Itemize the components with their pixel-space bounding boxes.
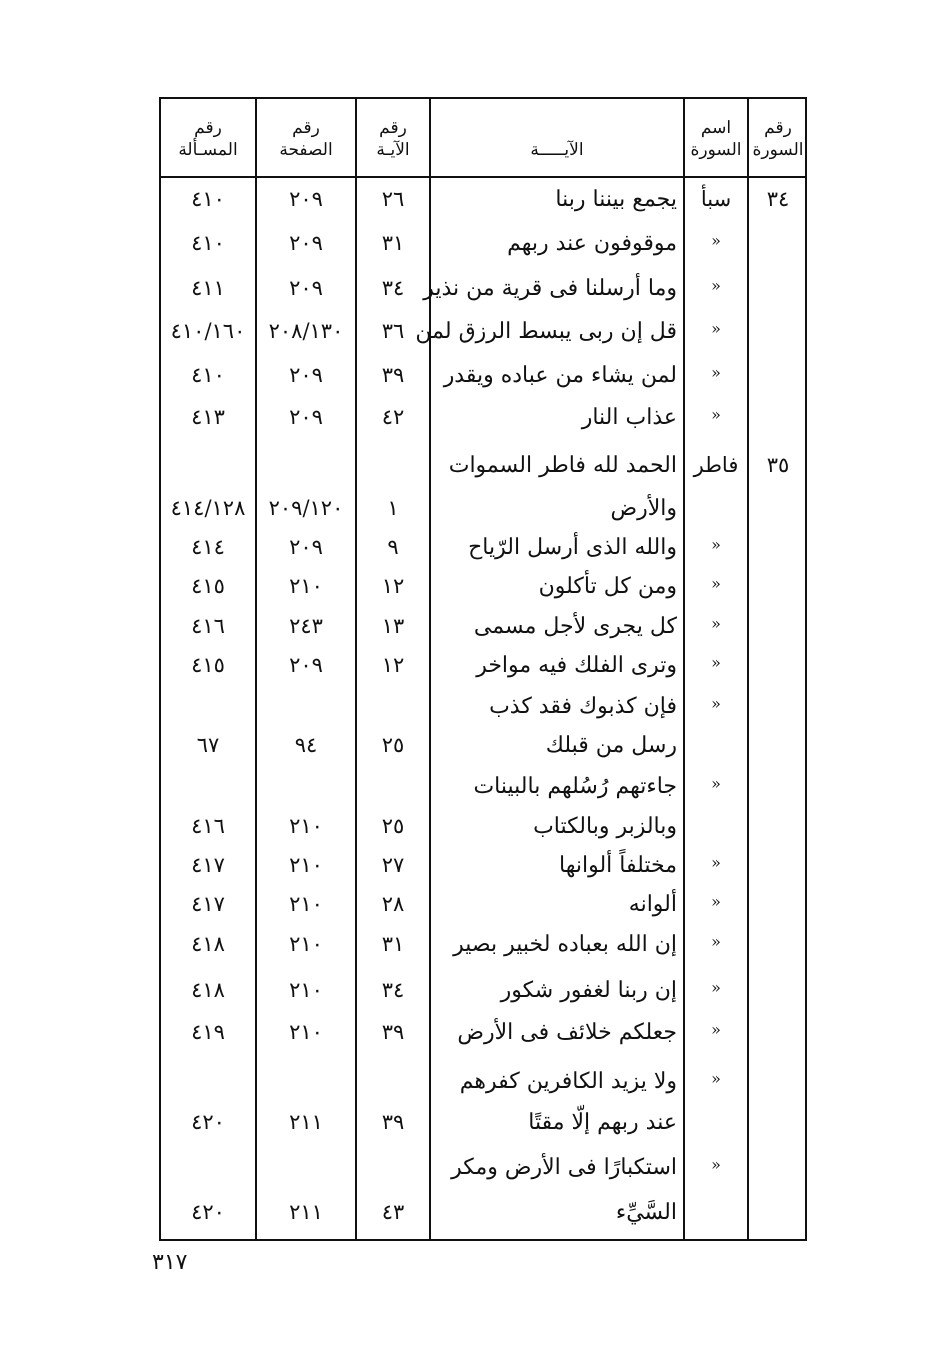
cell-verse-no: ٣٦ bbox=[381, 319, 405, 343]
cell-verse: ألوانه bbox=[628, 892, 677, 917]
cell-verse-no: ١ bbox=[387, 496, 399, 520]
cell-issue-no: ٤١٣ bbox=[191, 405, 225, 429]
cell-surah-name: » bbox=[711, 694, 721, 713]
cell-page-no: ٢٠٩ bbox=[289, 231, 323, 255]
cell-surah-name: » bbox=[711, 932, 721, 951]
cell-surah-no: ٣٤ bbox=[766, 187, 790, 211]
cell-verse: وما أرسلنا فى قرية من نذير bbox=[423, 276, 677, 301]
cell-verse: إن ربنا لغفور شكور bbox=[500, 978, 677, 1003]
cell-issue-no: ٤١٧ bbox=[191, 853, 225, 877]
cell-issue-no: ٤١٠ bbox=[191, 231, 225, 255]
cell-issue-no: ٤٢٠ bbox=[191, 1200, 225, 1224]
cell-surah-name: » bbox=[711, 574, 721, 593]
cell-issue-no: ٤١٥ bbox=[191, 653, 225, 677]
cell-verse-no: ٣٤ bbox=[381, 276, 405, 300]
cell-surah-name: » bbox=[711, 853, 721, 872]
cell-verse-no: ٤٣ bbox=[381, 1200, 405, 1224]
cell-issue-no: ٤١٤ bbox=[191, 535, 225, 559]
cell-surah-name: » bbox=[711, 653, 721, 672]
cell-page-no: ٩٤ bbox=[294, 733, 318, 757]
cell-verse: كل يجرى لأجل مسمى bbox=[473, 614, 677, 639]
cell-verse-no: ٣٤ bbox=[381, 978, 405, 1002]
cell-surah-name: » bbox=[711, 535, 721, 554]
cell-page-no: ٢٠٩ bbox=[289, 187, 323, 211]
cell-verse-no: ٢٥ bbox=[381, 733, 405, 757]
cell-page-no: ٢١٠ bbox=[289, 814, 323, 838]
cell-verse-no: ٣١ bbox=[381, 231, 405, 255]
header-verse: الآيـــــة bbox=[530, 140, 584, 160]
header-surah-name: اسم السورة bbox=[690, 118, 742, 160]
cell-issue-no: ٤١٩ bbox=[191, 1020, 225, 1044]
header-issue-no: رقم المسـألة bbox=[178, 118, 238, 160]
cell-page-no: ٢١١ bbox=[289, 1110, 323, 1134]
cell-verse: يجمع بيننا ربنا bbox=[555, 187, 677, 212]
cell-issue-no: ٤١٠ bbox=[191, 187, 225, 211]
column-divider bbox=[747, 99, 749, 1239]
cell-verse: جعلكم خلائف فى الأرض bbox=[457, 1020, 677, 1045]
cell-verse-no: ٣٩ bbox=[381, 1020, 405, 1044]
cell-verse: وبالزبر وبالكتاب bbox=[533, 814, 677, 839]
cell-issue-no: ٤١٨ bbox=[191, 932, 225, 956]
cell-verse-no: ٢٧ bbox=[381, 853, 405, 877]
cell-verse: والأرض bbox=[610, 496, 677, 521]
cell-issue-no: ٤١١ bbox=[191, 276, 225, 300]
cell-verse-no: ١٣ bbox=[381, 614, 405, 638]
cell-page-no: ٢٠٩ bbox=[289, 405, 323, 429]
cell-verse: ومن كل تأكلون bbox=[538, 574, 677, 599]
cell-verse: عذاب النار bbox=[581, 405, 677, 430]
cell-issue-no: ٤١٠/١٦٠ bbox=[170, 319, 246, 343]
cell-verse-no: ١٢ bbox=[381, 574, 405, 598]
cell-page-no: ٢١٠ bbox=[289, 892, 323, 916]
cell-page-no: ٢٠٩ bbox=[289, 276, 323, 300]
header-divider bbox=[161, 176, 805, 178]
cell-verse-no: ١٢ bbox=[381, 653, 405, 677]
cell-verse: رسل من قبلك bbox=[545, 733, 677, 758]
cell-page-no: ٢١٠ bbox=[289, 978, 323, 1002]
cell-verse: ولا يزيد الكافرين كفرهم bbox=[459, 1069, 677, 1094]
cell-surah-name: » bbox=[711, 978, 721, 997]
cell-issue-no: ٤١٤/١٢٨ bbox=[170, 496, 246, 520]
header-verse-no: رقم الآيـة bbox=[376, 118, 410, 160]
cell-page-no: ٢٠٩/١٢٠ bbox=[268, 496, 344, 520]
cell-verse: موقوفون عند ربهم bbox=[507, 231, 677, 256]
cell-surah-name: » bbox=[711, 774, 721, 793]
cell-surah-name: » bbox=[711, 276, 721, 295]
cell-issue-no: ٤١٨ bbox=[191, 978, 225, 1002]
header-surah-no: رقم السورة bbox=[752, 118, 804, 160]
cell-verse-no: ٩ bbox=[387, 535, 399, 559]
cell-surah-name: » bbox=[711, 1155, 721, 1174]
cell-surah-name: فاطر bbox=[693, 453, 739, 477]
cell-surah-name: » bbox=[711, 231, 721, 250]
cell-verse-no: ٣٩ bbox=[381, 363, 405, 387]
cell-surah-name: سبأ bbox=[700, 187, 732, 211]
cell-verse: وترى الفلك فيه مواخر bbox=[476, 653, 677, 678]
cell-verse: فإن كذبوك فقد كذب bbox=[489, 694, 677, 719]
cell-issue-no: ٤١٦ bbox=[191, 814, 225, 838]
cell-verse: قل إن ربى يبسط الرزق لمن bbox=[415, 319, 677, 344]
cell-page-no: ٢٤٣ bbox=[289, 614, 323, 638]
cell-page-no: ٢١٠ bbox=[289, 932, 323, 956]
cell-surah-name: » bbox=[711, 363, 721, 382]
cell-surah-name: » bbox=[711, 892, 721, 911]
cell-verse-no: ٢٥ bbox=[381, 814, 405, 838]
cell-verse-no: ٣٩ bbox=[381, 1110, 405, 1134]
header-page-no: رقم الصفحة bbox=[279, 118, 333, 160]
cell-surah-no: ٣٥ bbox=[766, 453, 790, 477]
cell-verse-no: ٤٢ bbox=[381, 405, 405, 429]
page-number: ٣١٧ bbox=[152, 1250, 188, 1275]
cell-verse: جاءتهم رُسُلهم بالبينات bbox=[473, 774, 677, 799]
cell-issue-no: ٤١٠ bbox=[191, 363, 225, 387]
cell-page-no: ٢٠٨/١٣٠ bbox=[268, 319, 344, 343]
cell-page-no: ٢١٠ bbox=[289, 1020, 323, 1044]
cell-verse: إن الله بعباده لخبير بصير bbox=[453, 932, 677, 957]
cell-issue-no: ٤٢٠ bbox=[191, 1110, 225, 1134]
cell-issue-no: ٤١٦ bbox=[191, 614, 225, 638]
cell-verse: والله الذى أرسل الرّياح bbox=[468, 535, 677, 560]
cell-surah-name: » bbox=[711, 1069, 721, 1088]
cell-page-no: ٢٠٩ bbox=[289, 653, 323, 677]
cell-surah-name: » bbox=[711, 1020, 721, 1039]
cell-page-no: ٢١٠ bbox=[289, 853, 323, 877]
cell-verse: مختلفاً ألوانها bbox=[559, 853, 677, 878]
cell-verse: السَّيِّء bbox=[615, 1200, 677, 1225]
cell-verse: الحمد لله فاطر السموات bbox=[448, 453, 677, 478]
index-table bbox=[159, 97, 807, 1241]
cell-verse: لمن يشاء من عباده ويقدر bbox=[443, 363, 677, 388]
cell-surah-name: » bbox=[711, 319, 721, 338]
cell-surah-name: » bbox=[711, 614, 721, 633]
cell-page-no: ٢٠٩ bbox=[289, 535, 323, 559]
cell-issue-no: ٤١٧ bbox=[191, 892, 225, 916]
cell-verse-no: ٢٦ bbox=[381, 187, 405, 211]
cell-surah-name: » bbox=[711, 405, 721, 424]
cell-verse-no: ٣١ bbox=[381, 932, 405, 956]
cell-issue-no: ٤١٥ bbox=[191, 574, 225, 598]
cell-page-no: ٢٠٩ bbox=[289, 363, 323, 387]
cell-issue-no: ٦٧ bbox=[196, 733, 220, 757]
cell-page-no: ٢١١ bbox=[289, 1200, 323, 1224]
cell-page-no: ٢١٠ bbox=[289, 574, 323, 598]
cell-verse: استكبارًا فى الأرض ومكر bbox=[451, 1155, 677, 1180]
cell-verse-no: ٢٨ bbox=[381, 892, 405, 916]
cell-verse: عند ربهم إلّا مقتًا bbox=[528, 1110, 677, 1135]
